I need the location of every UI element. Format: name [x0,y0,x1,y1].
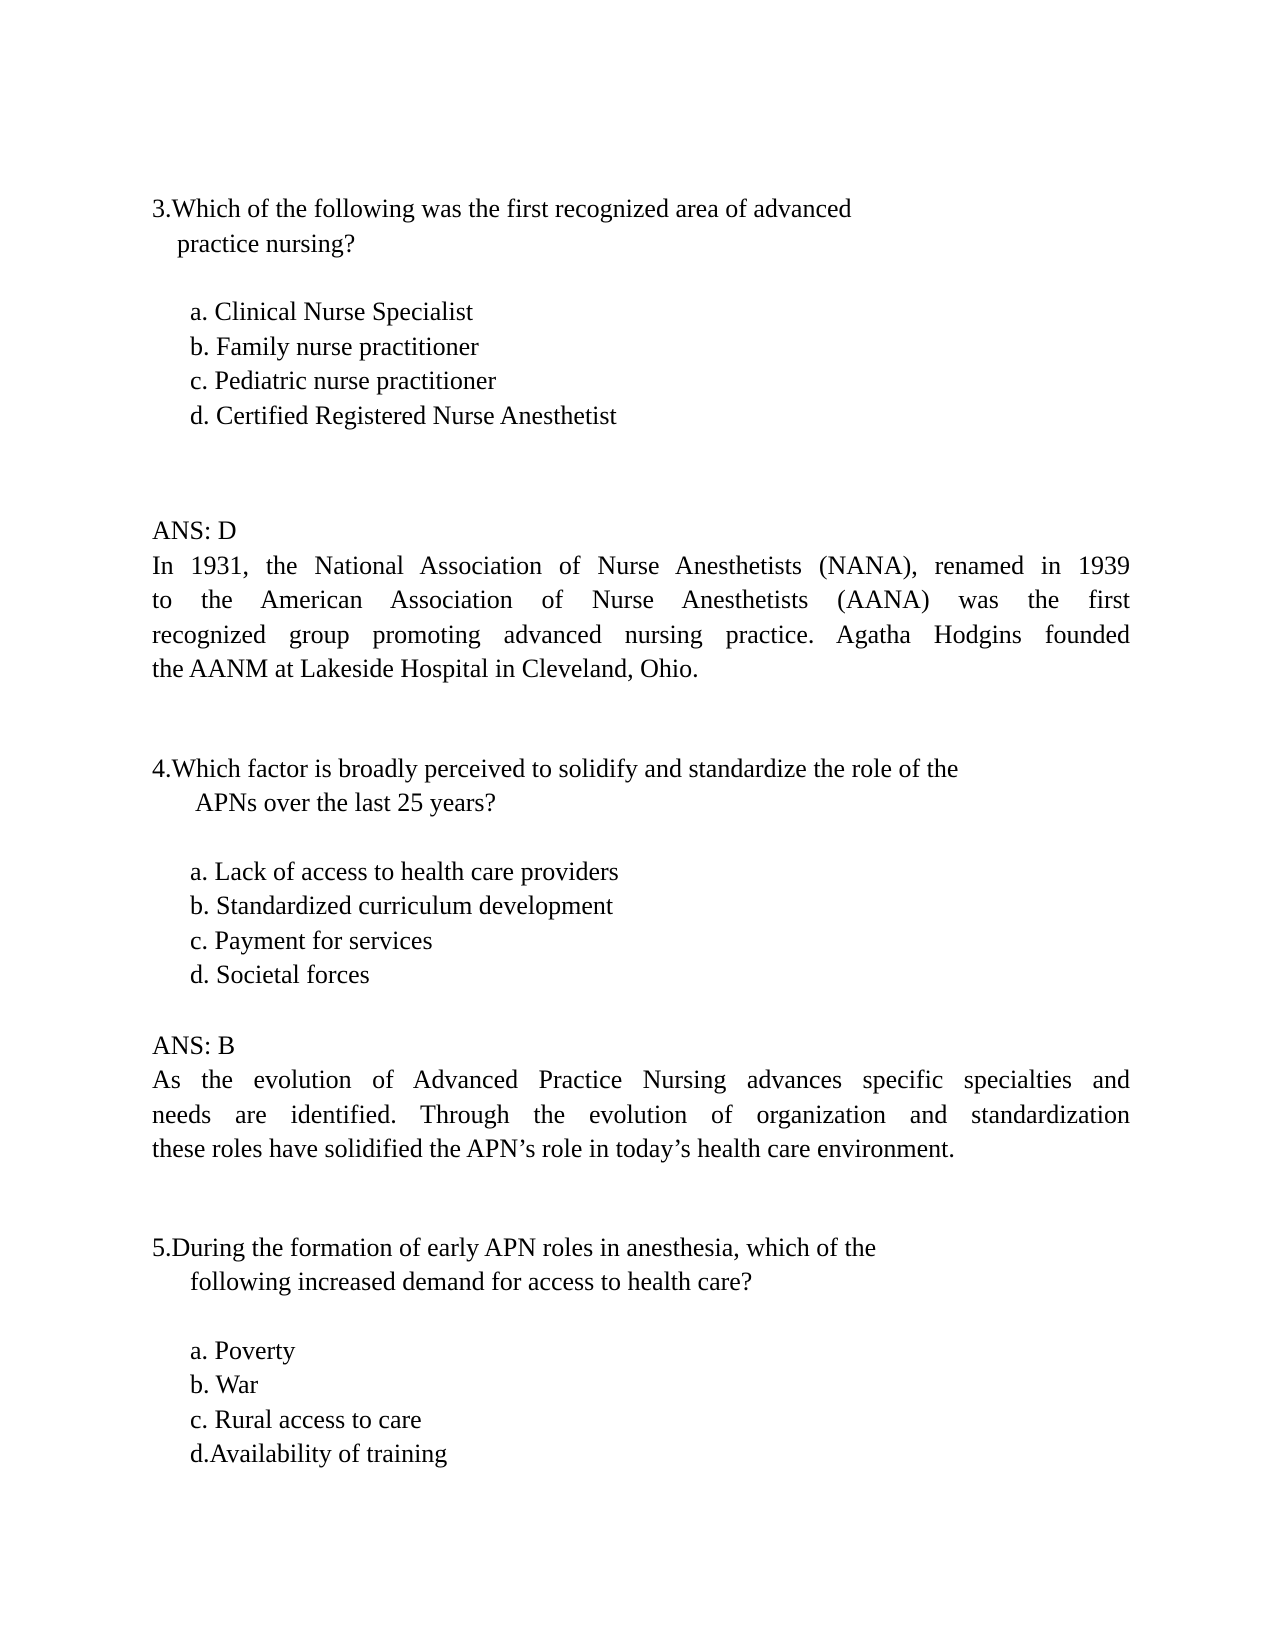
question-5-prompt-text: During the formation of early APN roles in anesthesia, which of the [171,1232,877,1262]
question-3 [152,192,1130,687]
option-item: d. Societal forces [190,960,370,989]
question-5-prompt-line-1 [152,1231,1130,1266]
question-3-rationale [152,549,1130,687]
question-5-number: 5. [152,1232,172,1262]
question-5-options [190,1334,1130,1472]
question-4-prompt-line-1 [152,752,1130,787]
question-5 [152,1231,1130,1472]
question-3-number: 3. [152,194,172,223]
rationale-line: the AANM at Lakeside Hospital in Cleveland, Ohio. [152,654,699,683]
option-item: d.Availability of training [190,1439,448,1468]
option-item: d. Certified Registered Nurse Anesthetist [190,400,617,430]
question-4-answer-block [152,1029,1130,1167]
question-3-prompt-line-2: practice nursing? [177,228,356,258]
option-item: c. Pediatric nurse practitioner [190,366,497,395]
option-item: b. Standardized curriculum development [190,891,614,920]
rationale-line: In 1931, the National Association of Nurse Anesthetists (NANA), renamed in 1939 [152,550,1130,580]
question-4-rationale [152,1063,1130,1167]
question-3-prompt-text: Which of the following was the first recognized area of advanced [171,194,852,223]
rationale-line: to the American Association of Nurse Anesthetists (AANA) was the first [152,585,1130,614]
option-item: a. Lack of access to health care providers [190,856,619,886]
option-item: c. Payment for services [190,925,433,955]
rationale-line: As the evolution of Advanced Practice Nursing advances specific specialties and [152,1065,1130,1094]
option-item: a. Poverty [190,1335,296,1365]
question-5-prompt-line-2: following increased demand for access to health care? [190,1267,753,1296]
option-item: b. War [190,1370,259,1399]
question-4-prompt-text: Which factor is broadly perceived to solidify and standardize the role of the [171,753,959,783]
answer-label: ANS: B [152,1030,236,1060]
option-item: b. Family nurse practitioner [190,331,479,361]
rationale-line: recognized group promoting advanced nursing practice. Agatha Hodgins founded [152,619,1130,649]
option-item: a. Clinical Nurse Specialist [190,297,474,326]
question-3-options [190,295,1130,433]
option-item: c. Rural access to care [190,1404,422,1434]
answer-label: ANS: D [152,516,237,545]
question-4-number: 4. [152,753,172,783]
question-4-prompt-line-2: APNs over the last 25 years? [195,788,497,817]
question-3-prompt-line-1 [152,192,1130,227]
question-4-options [190,855,1130,993]
rationale-line: these roles have solidified the APN’s role in today’s health care environment. [152,1134,955,1163]
question-3-answer-block [152,514,1130,687]
question-4 [152,752,1130,1167]
rationale-line: needs are identified. Through the evolution of organization and standardization [152,1099,1130,1129]
